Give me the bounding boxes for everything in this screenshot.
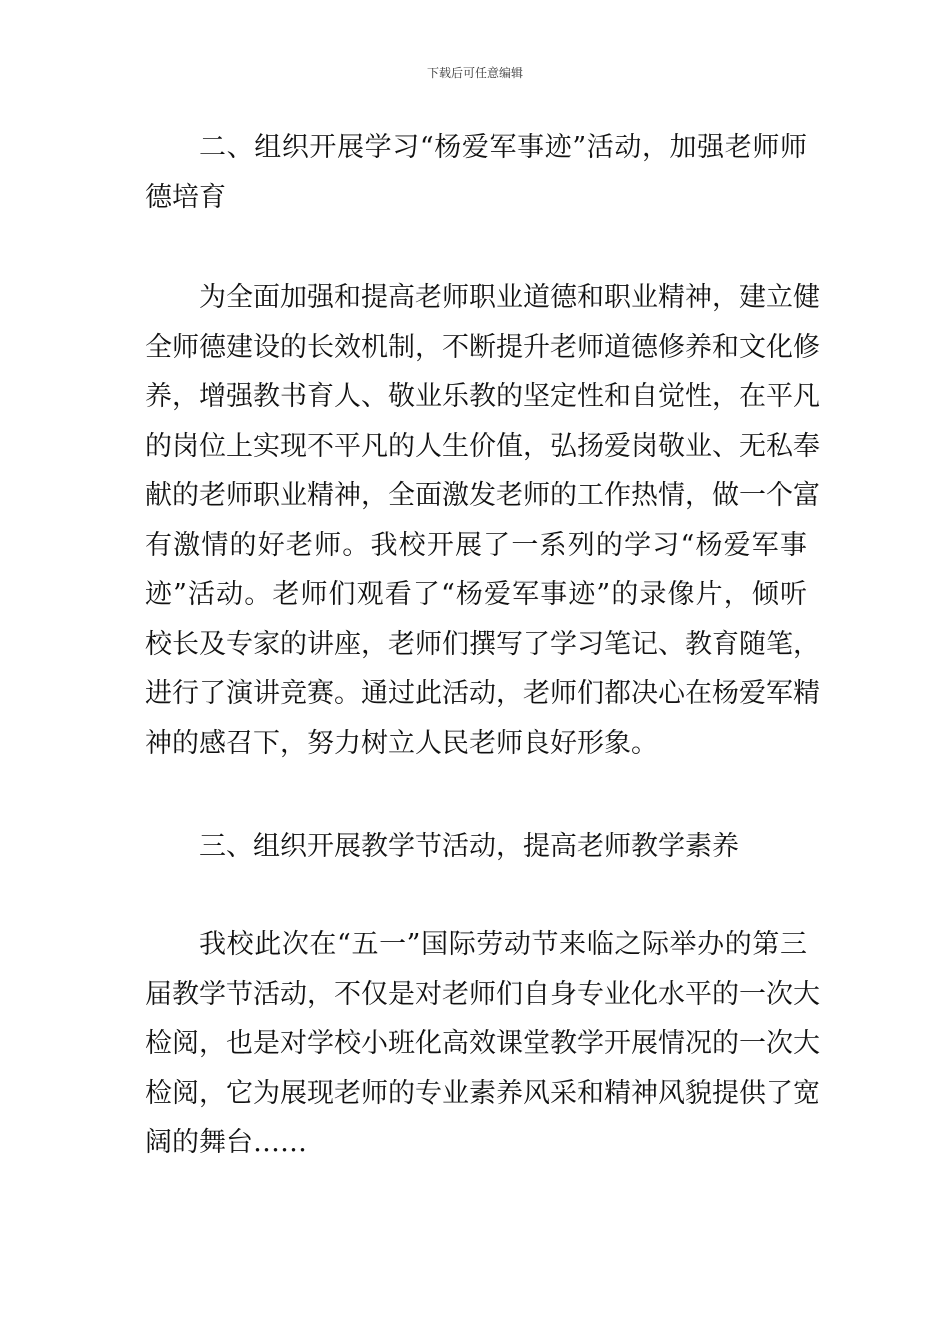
text-line: 三、组织开展教学节活动，提高老师教学素养 bbox=[199, 831, 739, 862]
page-header: 下载后可任意编辑 bbox=[426, 66, 523, 80]
section-heading-2 bbox=[145, 123, 807, 222]
text-line: 有激情的好老师。我校开展了一系列的学习“杨爱军事 bbox=[145, 529, 807, 561]
paragraph-teaching-festival bbox=[145, 920, 820, 1168]
text-line: 全师德建设的长效机制，不断提升老师道德修养和文化修 bbox=[145, 331, 820, 363]
text-line: 我校此次在“五一”国际劳动节来临之际举办的第三 bbox=[199, 929, 807, 960]
text-line: 神的感召下，努力树立人民老师良好形象。 bbox=[145, 727, 658, 759]
text-line: 校长及专家的讲座，老师们撰写了学习笔记、教育随笔， bbox=[145, 628, 820, 660]
text-line: 进行了演讲竞赛。通过此活动，老师们都决心在杨爱军精 bbox=[145, 678, 820, 709]
text-line: 为全面加强和提高老师职业道德和职业精神，建立健 bbox=[199, 282, 820, 313]
paragraph-teacher-ethics bbox=[145, 273, 820, 768]
section-heading-3 bbox=[145, 822, 807, 872]
text-line: 检阅，也是对学校小班化高效课堂教学开展情况的一次大 bbox=[145, 1028, 820, 1059]
text-line: 德培育 bbox=[145, 181, 226, 213]
text-line: 迹”活动。老师们观看了“杨爱军事迹”的录像片，倾听 bbox=[145, 579, 807, 610]
text-line: 二、组织开展学习“杨爱军事迹”活动，加强老师师 bbox=[199, 132, 807, 163]
text-line: 献的老师职业精神，全面激发老师的工作热情，做一个富 bbox=[145, 480, 820, 511]
text-line: 届教学节活动，不仅是对老师们自身专业化水平的一次大 bbox=[145, 978, 820, 1010]
text-line: 检阅，它为展现老师的专业素养风采和精神风貌提供了宽 bbox=[145, 1077, 820, 1109]
text-line: 阔的舞台…… bbox=[145, 1127, 307, 1158]
text-line: 养，增强教书育人、敬业乐教的坚定性和自觉性，在平凡 bbox=[145, 381, 820, 412]
text-line: 的岗位上实现不平凡的人生价值，弘扬爱岗敬业、无私奉 bbox=[145, 430, 820, 462]
